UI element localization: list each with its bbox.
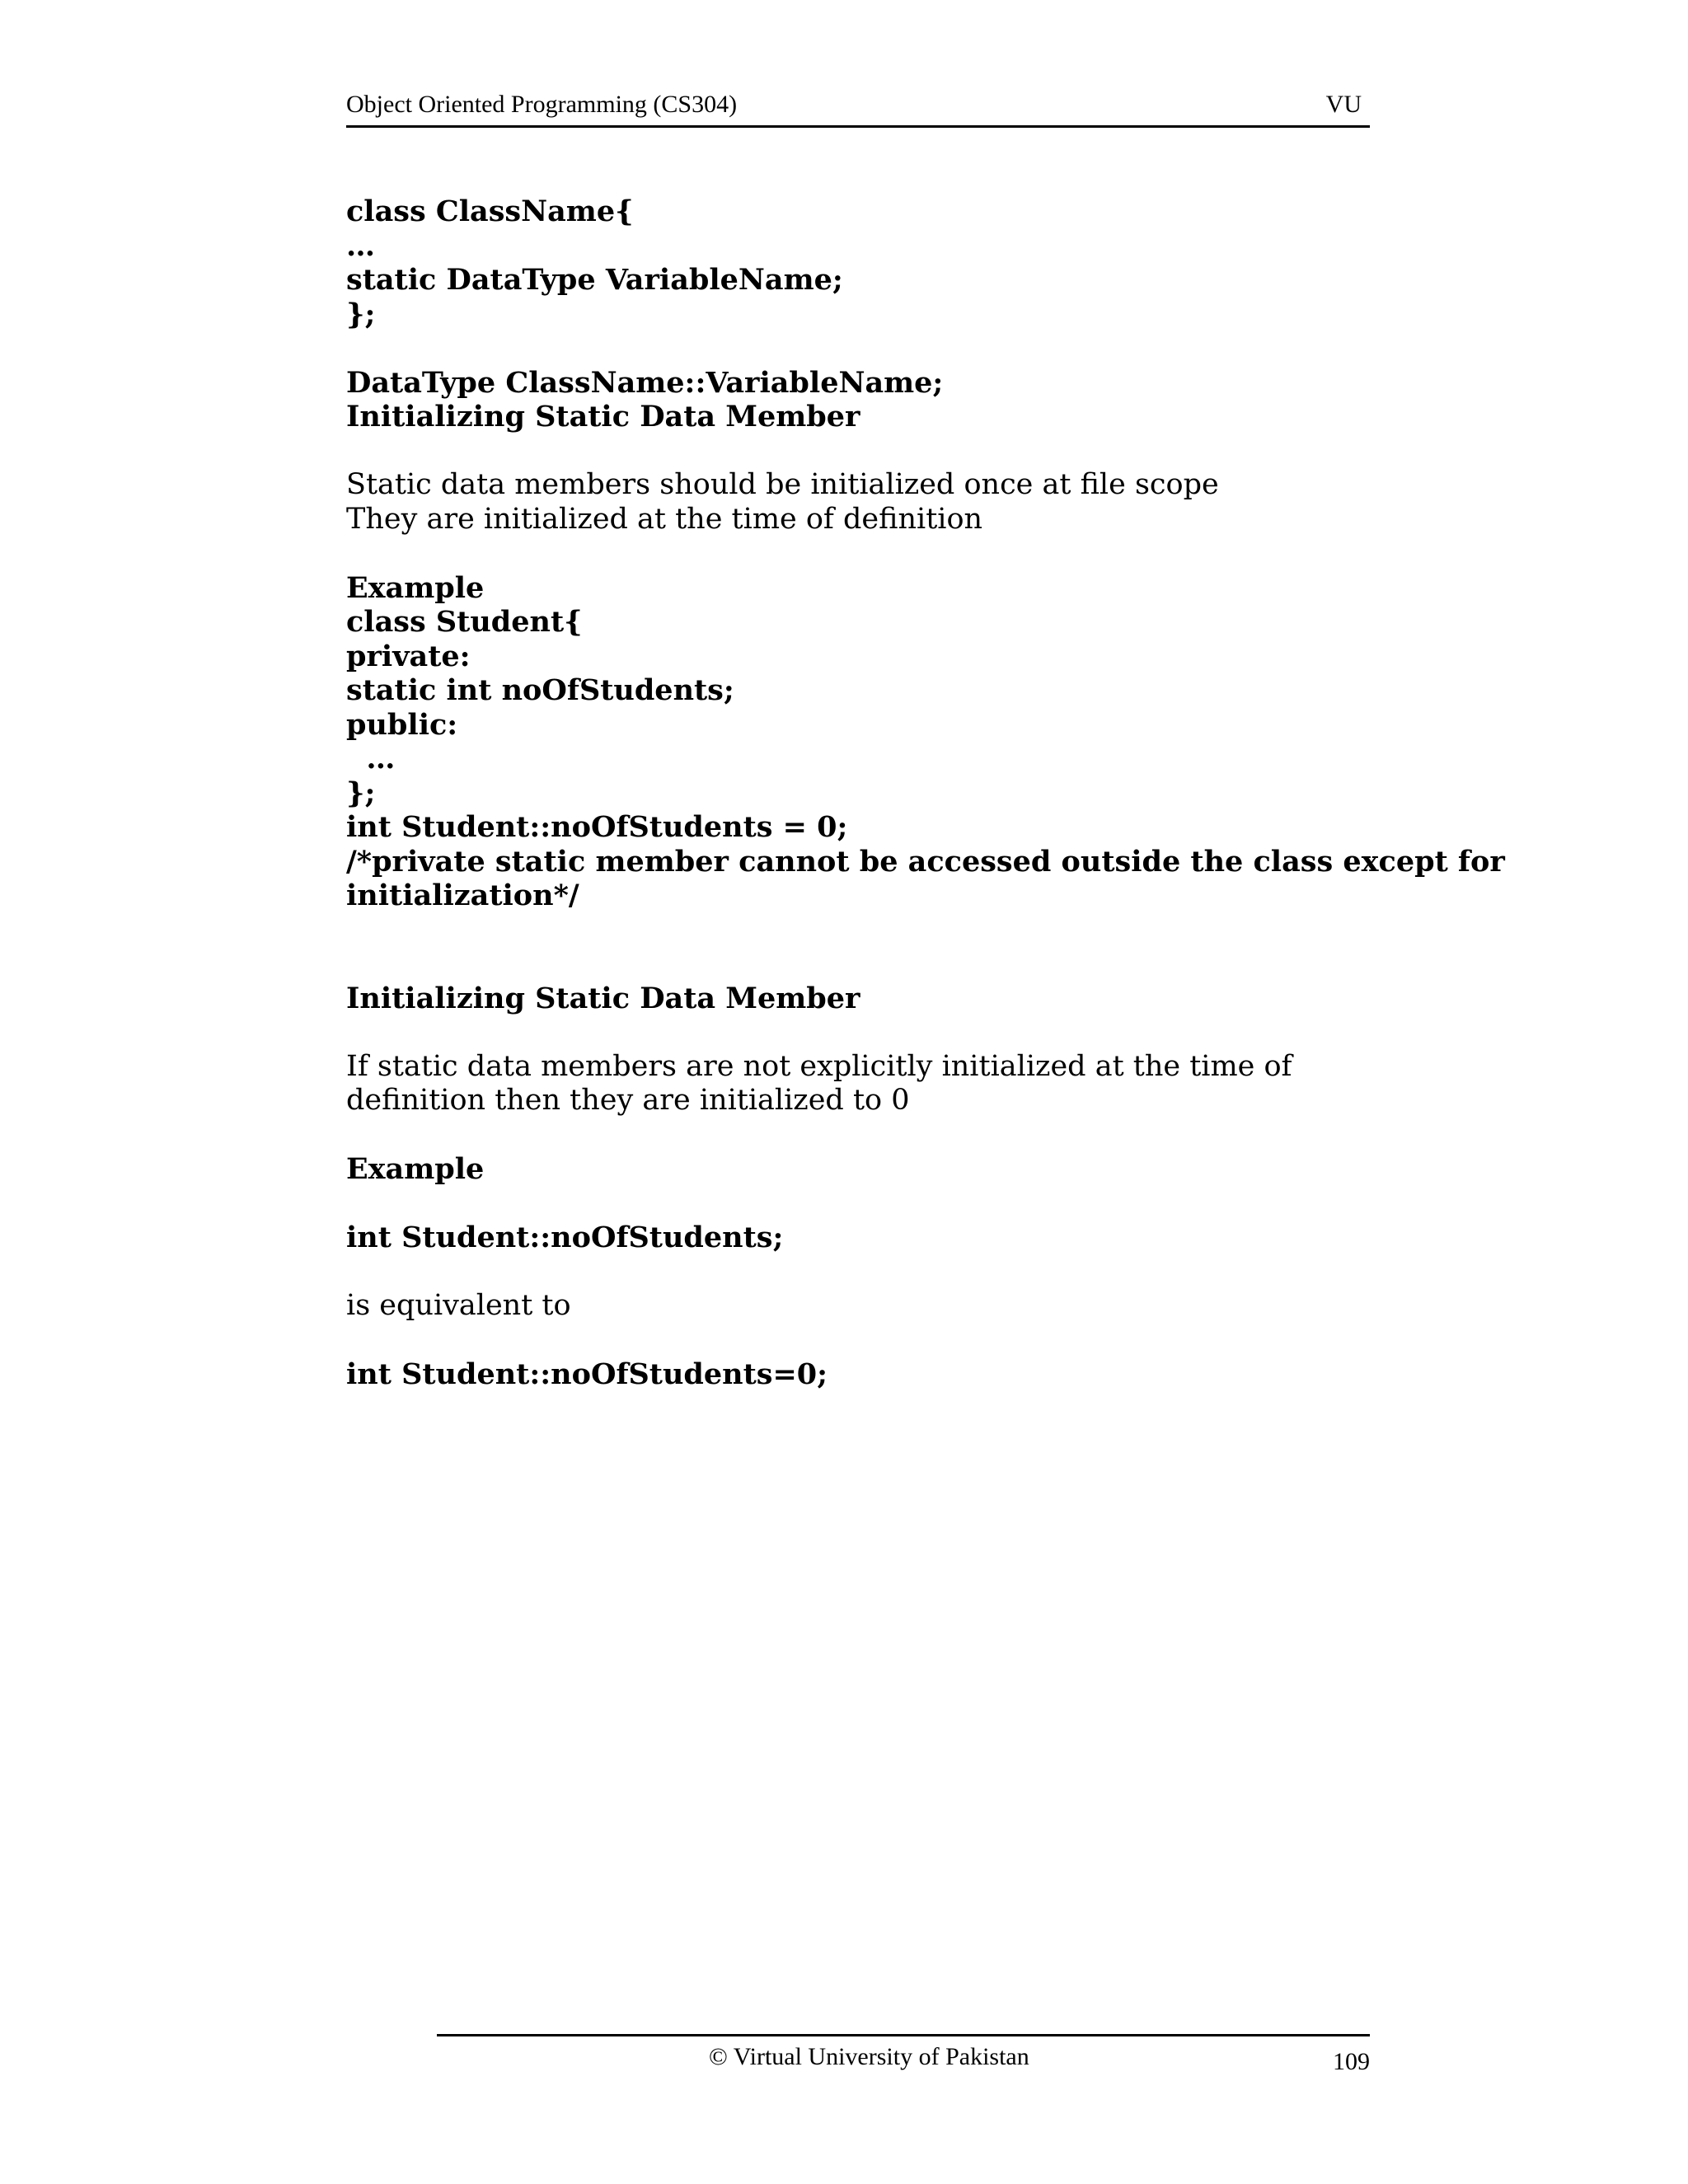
code-block-definition [346,366,1409,434]
spacer [346,947,1409,982]
footer-copyright: © Virtual University of Pakistan [709,2043,1029,2070]
spacer [346,1255,1409,1290]
spacer [346,1324,1409,1358]
code-line: … [346,742,396,776]
text-line: They are initialized at the time of definition [346,502,983,536]
spacer [346,913,1409,948]
code-line: public: [346,707,458,742]
code-line: class Student{ [346,605,583,639]
header-title: Object Oriented Programming (CS304) [346,91,738,118]
header-vu: VU [1325,91,1362,118]
page-header [346,89,1370,128]
code-line: static DataType VariableName; [346,263,843,297]
code-line: private: [346,639,471,673]
code-line: /*private static member cannot be accessed outside the class except for [346,844,1505,879]
code-line: initialization*/ [346,879,579,912]
spacer [346,537,1409,571]
spacer [346,1015,1409,1050]
code-line: DataType ClassName::VariableName; [346,365,944,400]
code-line: int Student::noOfStudents; [346,1221,784,1254]
spacer [346,434,1409,469]
code-line: … [346,228,375,263]
code-line: Initializing Static Data Member [346,400,860,434]
code-block-example [346,570,1505,913]
page-number: 109 [1333,2048,1370,2075]
section-heading: Initializing Static Data Member [346,981,860,1015]
code-line: int Student::noOfStudents = 0; [346,810,848,844]
page-content [346,194,1505,1392]
code-line: }; [346,297,376,331]
example-heading: Example [346,570,485,605]
code-line: }; [346,776,376,810]
spacer [346,1118,1409,1153]
spacer [346,331,1409,366]
text-line: Static data members should be initialized once at file scope [346,468,1219,501]
paragraph-default-init: If static data members are not explicitly initialized at the time of definition then they are initialized to 0 [346,1049,1292,1117]
paragraph-static-init [346,468,1409,537]
text-line: is equivalent to [346,1289,571,1322]
example-heading: Example [346,1152,485,1186]
code-line: class ClassName{ [346,194,634,228]
code-line: int Student::noOfStudents=0; [346,1357,828,1391]
page-footer [437,2034,1370,2086]
spacer [346,1187,1409,1221]
code-block-class-template [346,194,1409,331]
code-line: static int noOfStudents; [346,673,734,707]
